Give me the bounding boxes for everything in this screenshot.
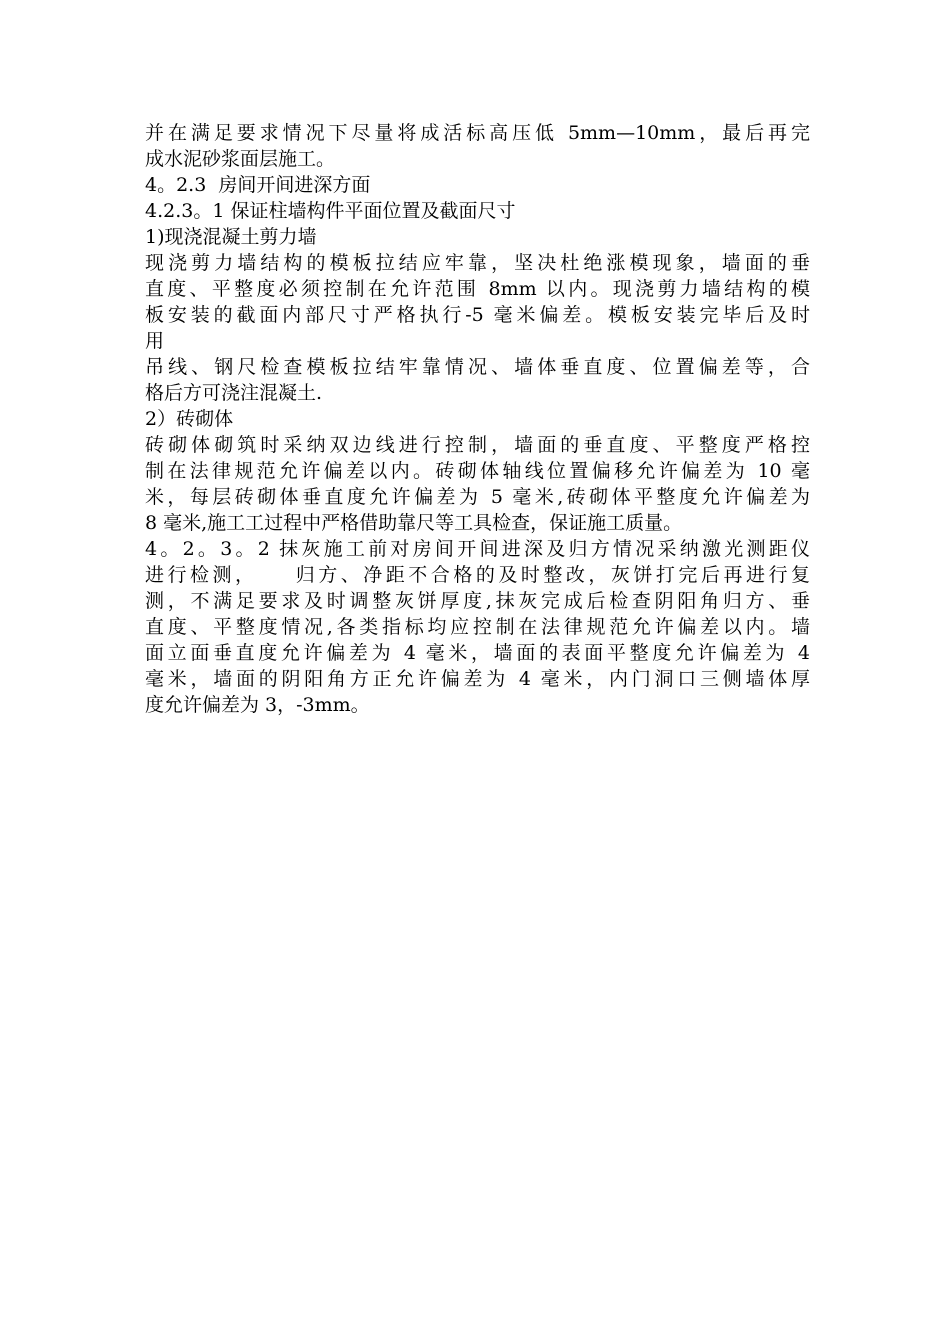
heading-text: 2）砖砌体 <box>145 408 234 430</box>
text-line: 板安装的截面内部尺寸严格执行-5 毫米偏差。模板安装完毕后及时 <box>145 304 810 326</box>
text-line: 毫米，墙面的阴阳角方正允许偏差为 4 毫米，内门洞口三侧墙体厚 <box>145 668 810 690</box>
paragraph-masonry-control <box>145 432 810 536</box>
heading-text: 1)现浇混凝土剪力墙 <box>145 226 317 248</box>
text-line: 进行检测， 归方、净距不合格的及时整改，灰饼打完后再进行复 <box>145 564 810 586</box>
text-line: 度允许偏差为 3，-3mm。 <box>145 694 370 716</box>
text-line: 制在法律规范允许偏差以内。砖砌体轴线位置偏移允许偏差为 10 毫 <box>145 460 810 482</box>
heading-text: 4.2.3。1 保证柱墙构件平面位置及截面尺寸 <box>145 200 516 222</box>
text-line: 并在满足要求情况下尽量将成活标高压低 5mm—10mm，最后再完 <box>145 122 810 144</box>
section-heading-room-dimensions <box>145 172 810 198</box>
text-line: 米，每层砖砌体垂直度允许偏差为 5 毫米,砖砌体平整度允许偏差为 <box>145 486 810 508</box>
text-line: 用 <box>145 330 165 352</box>
heading-text: 4。2.3 房间开间进深方面 <box>145 174 371 196</box>
subsection-heading-column-wall <box>145 198 810 224</box>
text-line: 格后方可浇注混凝土. <box>145 382 323 404</box>
document-body <box>145 120 810 718</box>
text-line: 现浇剪力墙结构的模板拉结应牢靠，坚决杜绝涨模现象，墙面的垂 <box>145 252 810 274</box>
paragraph-plastering-inspection <box>145 536 810 718</box>
text-line: 测，不满足要求及时调整灰饼厚度,抹灰完成后检查阴阳角归方、垂 <box>145 590 810 612</box>
text-line: 直度、平整度情况,各类指标均应控制在法律规范允许偏差以内。墙 <box>145 616 810 638</box>
paragraph-formwork-inspection <box>145 354 810 406</box>
text-line: 面立面垂直度允许偏差为 4 毫米，墙面的表面平整度允许偏差为 4 <box>145 642 810 664</box>
text-line: 8 毫米,施工工过程中严格借助靠尺等工具检查，保证施工质量。 <box>145 512 683 534</box>
text-line: 吊线、钢尺检查模板拉结牢靠情况、墙体垂直度、位置偏差等，合 <box>145 356 810 378</box>
paragraph-plaster-elevation <box>145 120 810 172</box>
paragraph-shear-wall-formwork <box>145 250 810 354</box>
item-heading-masonry <box>145 406 810 432</box>
item-heading-shear-wall <box>145 224 810 250</box>
text-line: 直度、平整度必须控制在允许范围 8mm 以内。现浇剪力墙结构的模 <box>145 278 810 300</box>
text-line: 砖砌体砌筑时采纳双边线进行控制，墙面的垂直度、平整度严格控 <box>145 434 810 456</box>
text-line: 4。2。3。2 抹灰施工前对房间开间进深及归方情况采纳激光测距仪 <box>145 538 810 560</box>
text-line: 成水泥砂浆面层施工。 <box>145 148 336 170</box>
